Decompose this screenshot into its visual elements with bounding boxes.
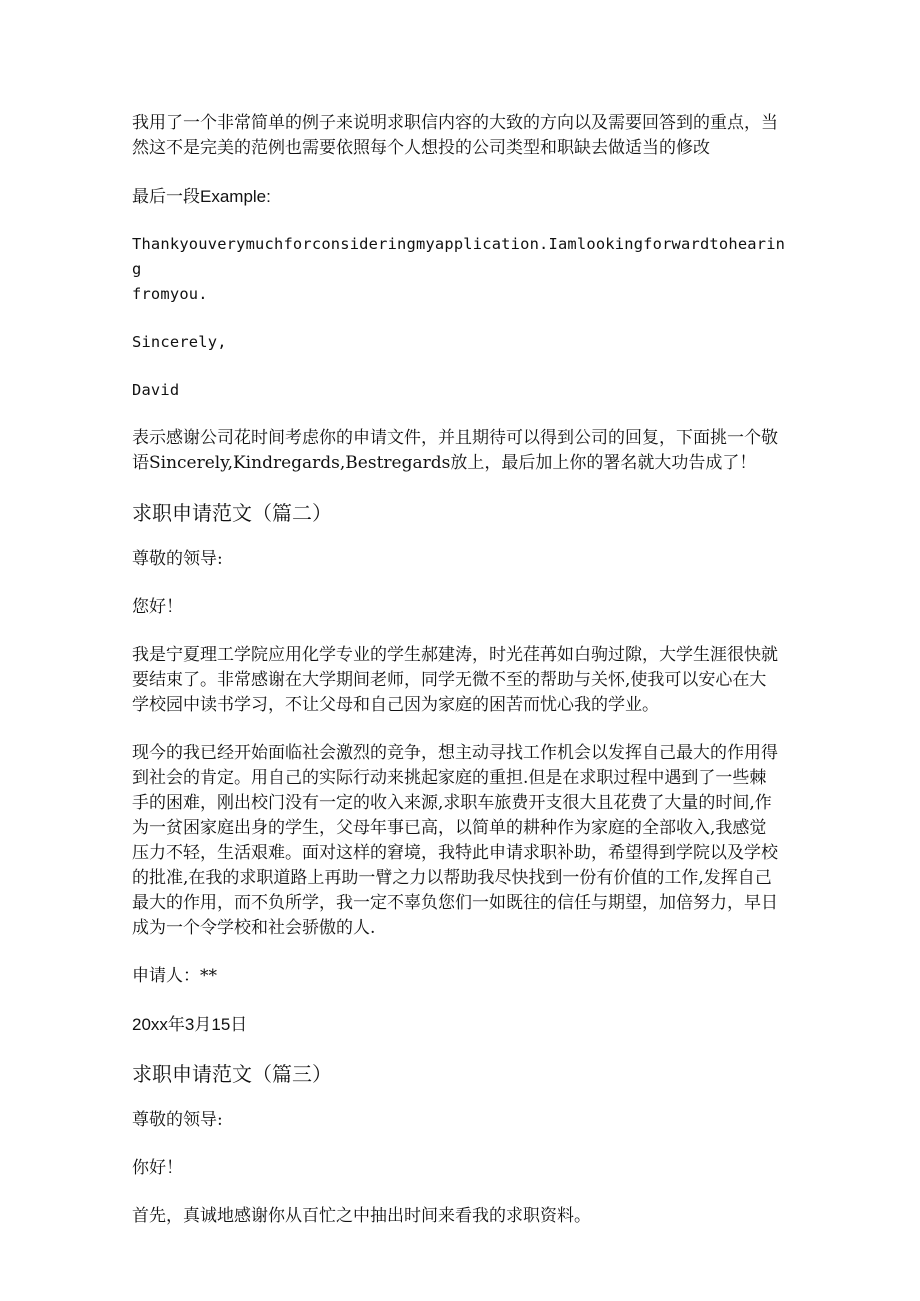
section3-body-1: 首先，真诚地感谢你从百忙之中抽出时间来看我的求职资料。 bbox=[132, 1206, 591, 1226]
explanation-paragraph bbox=[132, 426, 787, 476]
section2-body-1 bbox=[132, 643, 787, 718]
intro-line-1: 我用了一个非常简单的例子来说明求职信内容的大致的方向以及需要回答到的重点，当 bbox=[132, 113, 778, 133]
section3-title: 求职申请范文（篇三） bbox=[132, 1062, 332, 1086]
explanation-line-2: 语Sincerely,Kindregards,Bestregards放上，最后加上你的署名就大功告成了！ bbox=[132, 453, 757, 473]
section2-body-1-line-3: 学校园中读书学习，不让父母和自己因为家庭的困苦而忧心我的学业。 bbox=[132, 695, 659, 715]
section2-body-2-line-6: 的批准,在我的求职道路上再助一臂之力以帮助我尽快找到一份有价值的工作,发挥自己 bbox=[132, 868, 772, 888]
thanks-paragraph bbox=[132, 232, 787, 307]
explanation-line-1: 表示感谢公司花时间考虑你的申请文件，并且期待可以得到公司的回复，下面挑一个敬 bbox=[132, 428, 778, 448]
section2-body-1-line-1: 我是宁夏理工学院应用化学专业的学生郝建涛，时光荏苒如白驹过隙，大学生涯很快就 bbox=[132, 645, 778, 665]
section2-body-2-line-7: 最大的作用，而不负所学，我一定不辜负您们一如既往的信任与期望，加倍努力，早日 bbox=[132, 893, 778, 913]
closing-sincerely: Sincerely, bbox=[132, 333, 227, 351]
thanks-line-2: fromyou. bbox=[132, 285, 208, 303]
section2-title: 求职申请范文（篇二） bbox=[132, 501, 332, 525]
thanks-line-1: Thankyouverymuchforconsideringmyapplication.Iamlookingforwardtohearing bbox=[132, 235, 786, 278]
section2-body-2-line-2: 到社会的肯定。用自己的实际行动来挑起家庭的重担.但是在求职过程中遇到了一些棘 bbox=[132, 768, 767, 788]
intro-paragraph bbox=[132, 111, 787, 161]
section2-body-2-line-4: 为一贫困家庭出身的学生，父母年事已高，以简单的耕种作为家庭的全部收入,我感觉 bbox=[132, 818, 767, 838]
section2-greeting: 您好！ bbox=[132, 597, 183, 617]
section2-body-2-line-1: 现今的我已经开始面临社会激烈的竞争，想主动寻找工作机会以发挥自己最大的作用得 bbox=[132, 743, 778, 763]
section2-salutation: 尊敬的领导: bbox=[132, 549, 223, 569]
section2-body-1-line-2: 要结束了。非常感谢在大学期间老师，同学无微不至的帮助与关怀,使我可以安心在大 bbox=[132, 670, 767, 690]
section3-greeting: 你好！ bbox=[132, 1158, 183, 1178]
example-label: 最后一段Example: bbox=[132, 187, 271, 206]
signature-name: David bbox=[132, 381, 180, 399]
intro-line-2: 然这不是完美的范例也需要依照每个人想投的公司类型和职缺去做适当的修改 bbox=[132, 138, 710, 158]
document-content bbox=[132, 111, 787, 1252]
section2-date: 20xx年3月15日 bbox=[132, 1015, 248, 1034]
section2-body-2-line-8: 成为一个令学校和社会骄傲的人. bbox=[132, 918, 376, 938]
section2-body-2 bbox=[132, 741, 787, 941]
section2-body-2-line-3: 手的困难，刚出校门没有一定的收入来源,求职车旅费开支很大且花费了大量的时间,作 bbox=[132, 793, 772, 813]
section2-body-2-line-5: 压力不轻，生活艰难。面对这样的窘境，我特此申请求职补助，希望得到学院以及学校 bbox=[132, 843, 778, 863]
section2-applicant: 申请人：** bbox=[132, 966, 217, 986]
section3-salutation: 尊敬的领导: bbox=[132, 1110, 223, 1130]
